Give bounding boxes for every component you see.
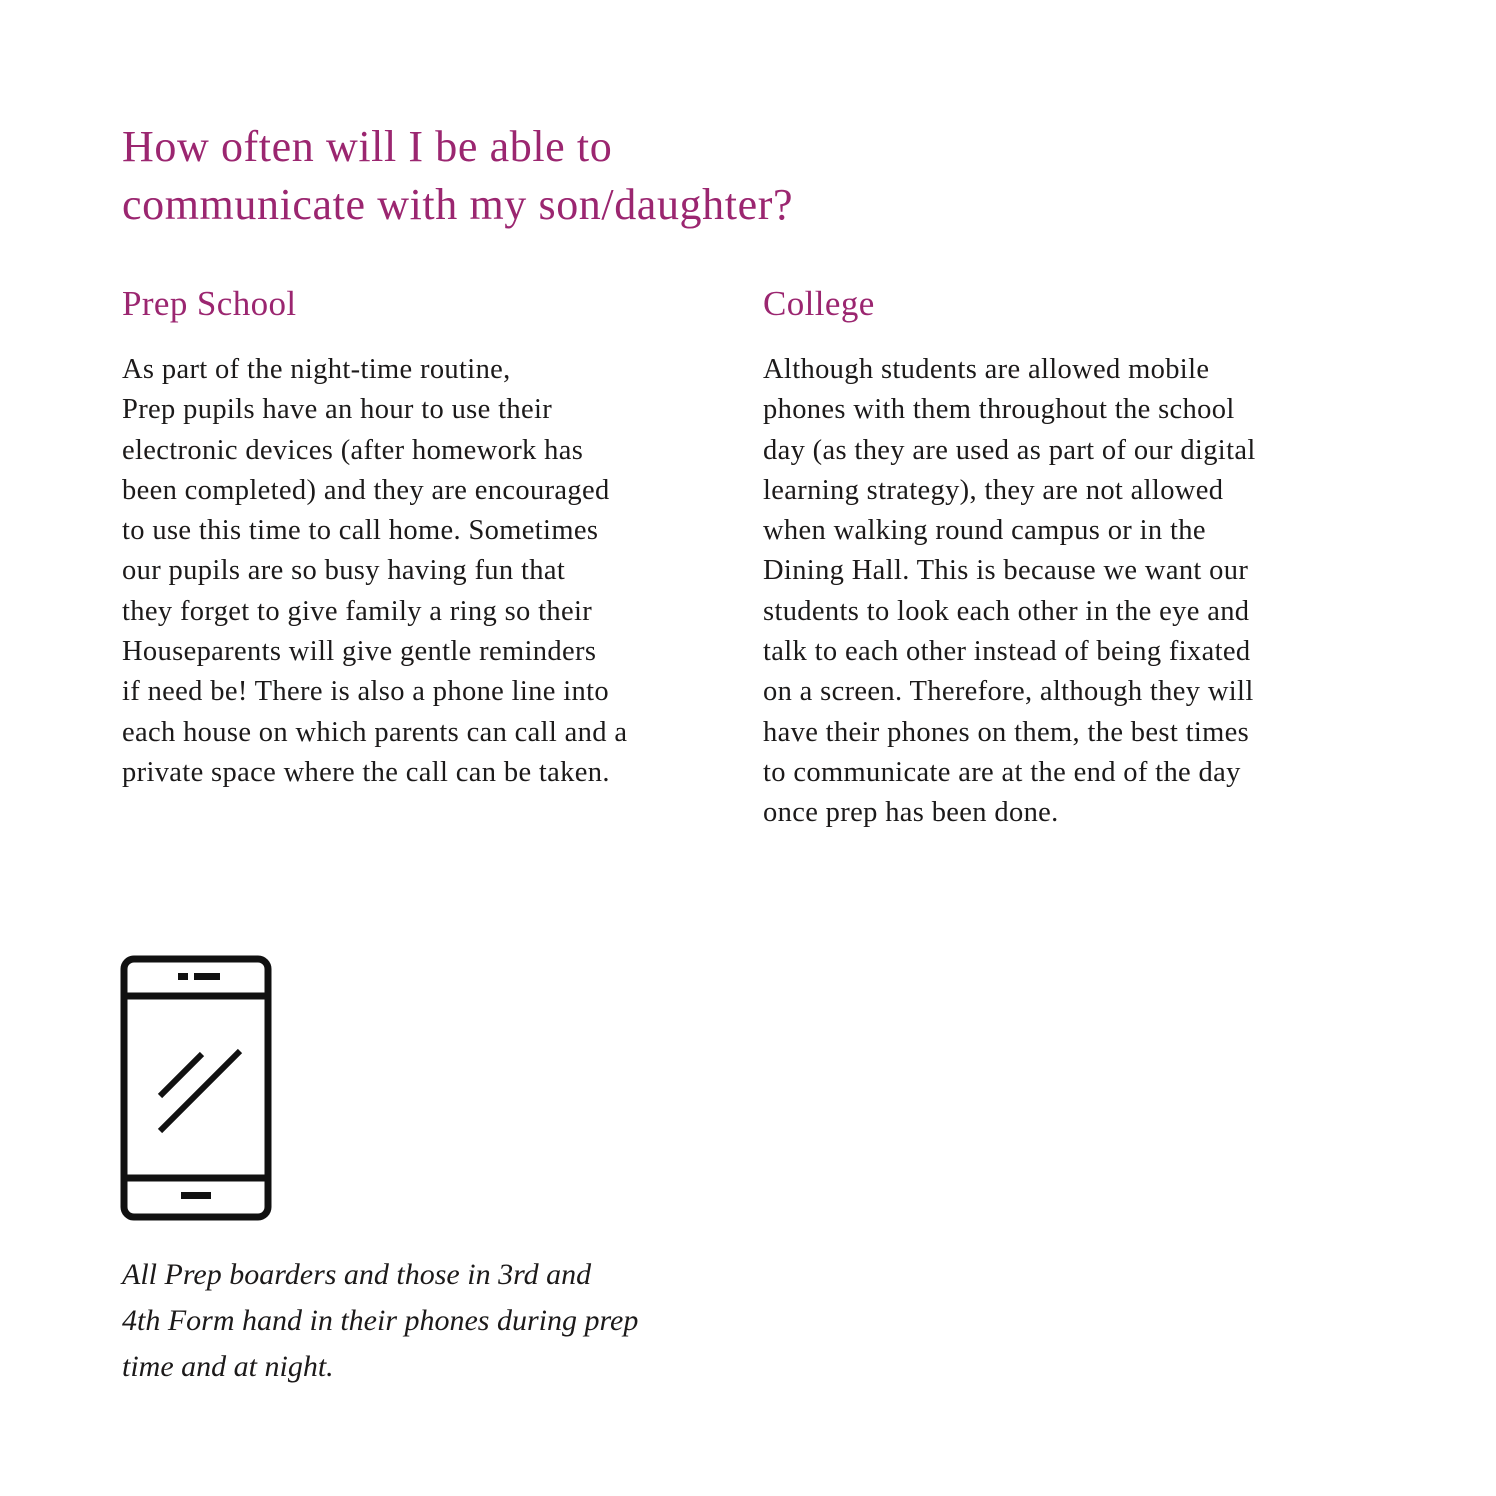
college-heading: College — [763, 284, 875, 323]
screen-glare-line-1 — [160, 1054, 202, 1096]
phone-policy-caption: All Prep boarders and those in 3rd and 4th Form hand in their phones during prep time and at night. — [122, 1258, 639, 1383]
prep-school-body: As part of the night-time routine, Prep pupils have an hour to use their electronic devices (after homework has been completed) and they are encouraged to use this time to call home. Sometimes our pupils are so busy having fun that they forget to give family a ring so their Houseparents will give gentle reminders if need be! There is also a phone line into each house on which parents can call and a private space where the call can be taken. — [122, 354, 628, 788]
prep-school-heading: Prep School — [122, 284, 297, 323]
phone-home-button — [181, 1192, 211, 1199]
college-body: Although students are allowed mobile phones with them throughout the school day (as they are used as part of our digital learning strategy), they are not allowed when walking round campus or in the Dining Hall. This is because we want our students to look each other in the eye and talk to each other instead of being fixated on a screen. Therefore, although they will have their phones on them, the best times to communicate are at the end of the day once prep has been done. — [763, 354, 1256, 829]
page-title: How often will I be able to communicate with my son/daughter? — [122, 122, 794, 229]
phone-speaker-slot — [194, 973, 220, 980]
prep-school-section — [122, 282, 722, 793]
phone-camera-dot — [178, 973, 188, 980]
screen-glare-line-2 — [160, 1051, 240, 1131]
college-section — [763, 282, 1363, 834]
smartphone-icon — [120, 955, 272, 1221]
